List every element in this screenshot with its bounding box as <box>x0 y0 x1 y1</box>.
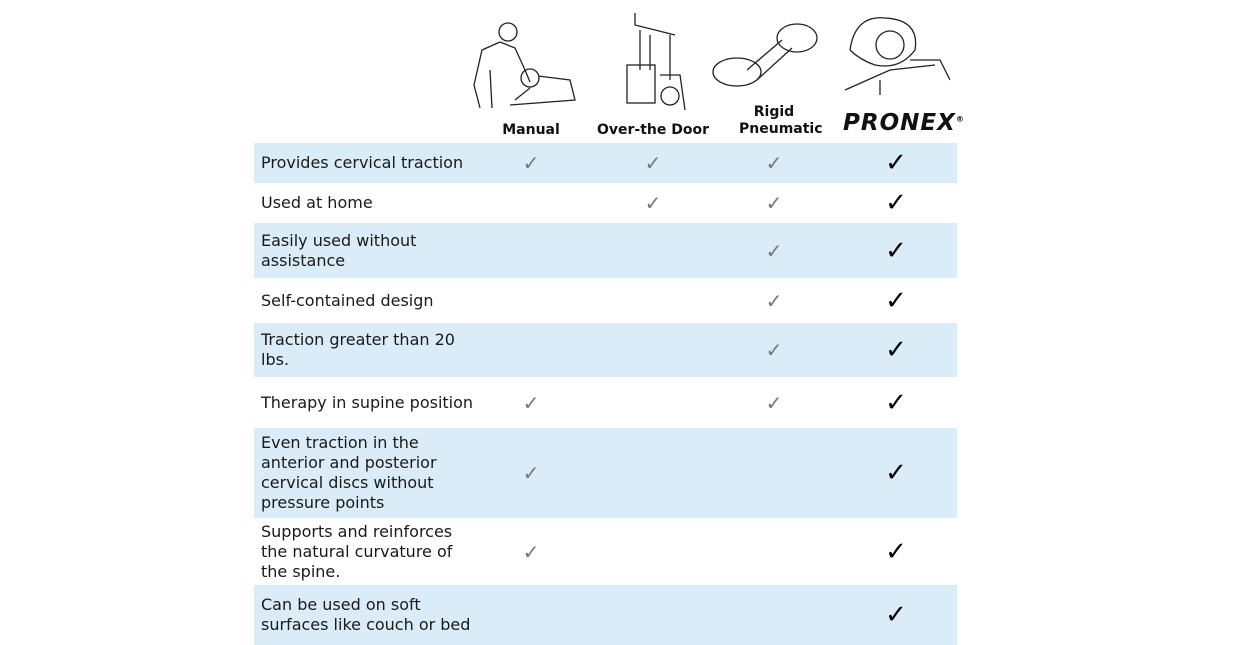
table-row <box>254 323 957 377</box>
check-icon: ✓ <box>522 151 540 175</box>
check-icon: ✓ <box>522 539 540 564</box>
row-label: Therapy in supine position <box>261 392 474 412</box>
rigid-pneumatic-illustration <box>712 10 822 110</box>
table-row <box>254 278 957 323</box>
check-icon: ✓ <box>885 285 907 316</box>
column-header-over-the-door: Over-the Door <box>596 122 710 138</box>
row-label: Even traction in the anterior and posterior cervical discs without pressure points <box>261 433 437 512</box>
check-icon: ✓ <box>885 335 907 365</box>
check-icon: ✓ <box>522 461 540 485</box>
check-icon: ✓ <box>885 188 907 218</box>
check-icon: ✓ <box>765 390 783 415</box>
table-row <box>254 143 957 183</box>
row-label: Easily used without assistance <box>261 230 417 270</box>
check-icon: ✓ <box>765 288 783 313</box>
table-row <box>254 585 957 645</box>
row-label: Used at home <box>261 193 373 212</box>
check-icon: ✓ <box>644 191 662 215</box>
row-label: Self-contained design <box>261 290 434 310</box>
check-icon: ✓ <box>765 338 783 362</box>
check-icon: ✓ <box>644 151 662 175</box>
check-icon: ✓ <box>765 191 783 215</box>
pronex-illustration <box>840 10 950 110</box>
table-row <box>254 428 957 518</box>
registered-mark: ® <box>955 114 965 124</box>
check-icon: ✓ <box>885 536 907 567</box>
manual-traction-illustration <box>470 10 580 110</box>
check-icon: ✓ <box>885 387 907 418</box>
check-icon: ✓ <box>765 151 783 175</box>
pronex-logo <box>843 110 965 136</box>
check-icon: ✓ <box>522 390 540 415</box>
check-icon: ✓ <box>885 235 907 266</box>
table-row <box>254 518 957 585</box>
column-header-manual: Manual <box>502 122 560 138</box>
table-row <box>254 377 957 428</box>
check-icon: ✓ <box>765 238 783 263</box>
check-icon: ✓ <box>885 148 907 178</box>
pronex-logo-text: PRONEX <box>843 110 956 136</box>
row-label: Traction greater than 20 lbs. <box>261 330 455 369</box>
row-label: Provides cervical traction <box>261 153 464 172</box>
row-label: Can be used on soft surfaces like couch or bed <box>261 595 471 634</box>
table-row <box>254 223 957 278</box>
column-header-rigid-pneumatic: Rigid Pneumatic <box>739 104 823 137</box>
row-label: Supports and reinforces the natural curvature of the spine. <box>261 521 453 581</box>
check-icon: ✓ <box>885 458 907 488</box>
table-row <box>254 183 957 223</box>
check-icon: ✓ <box>885 600 907 630</box>
over-the-door-illustration <box>600 10 710 110</box>
